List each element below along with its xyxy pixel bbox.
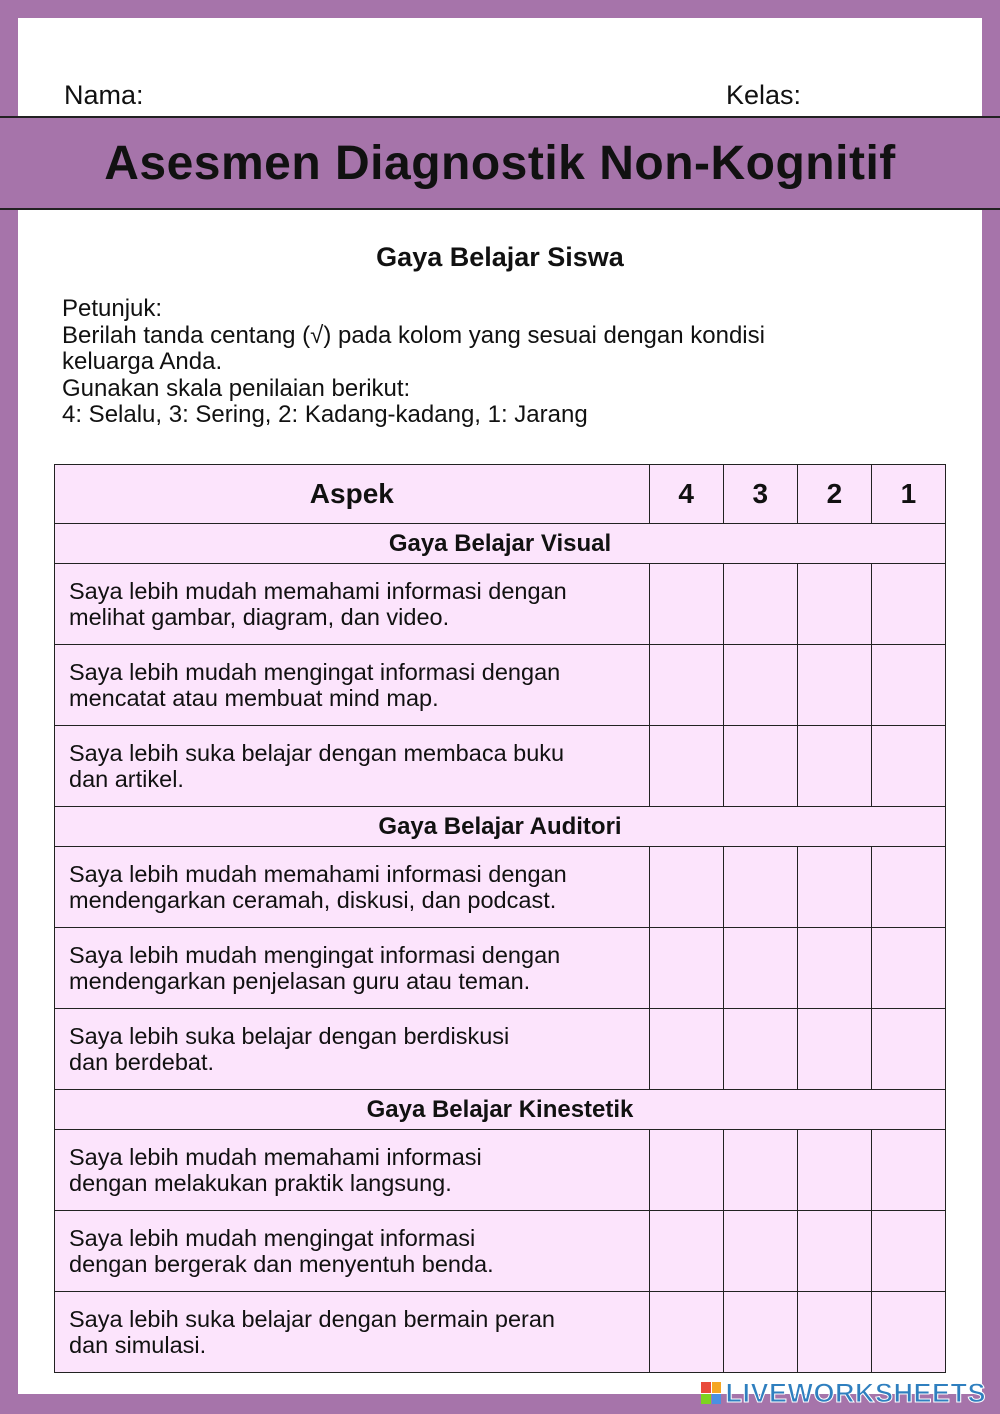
statement-text: Saya lebih mudah mengingat informasi — [69, 1225, 476, 1251]
rating-cell-3[interactable] — [723, 1211, 797, 1292]
instructions-line: Berilah tanda centang (√) pada kolom yang sesuai dengan kondisi — [62, 321, 765, 349]
rating-cell-1[interactable] — [871, 726, 945, 807]
table-row — [55, 726, 946, 807]
rating-cell-2[interactable] — [797, 847, 871, 928]
statement-text: Saya lebih mudah memahami informasi dengan — [69, 861, 567, 887]
column-header-2: 2 — [797, 465, 871, 524]
rating-cell-3[interactable] — [723, 726, 797, 807]
rating-cell-2[interactable] — [797, 928, 871, 1009]
instructions-line: Gunakan skala penilaian berikut: — [62, 374, 411, 402]
worksheet-subtitle: Gaya Belajar Siswa — [376, 242, 624, 272]
instructions — [62, 296, 942, 429]
liveworksheets-logo-icon — [701, 1382, 721, 1404]
page-title: Asesmen Diagnostik Non-Kognitif — [104, 136, 896, 190]
liveworksheets-watermark — [701, 1378, 986, 1408]
rating-cell-3[interactable] — [723, 928, 797, 1009]
rating-scale: 4: Selalu, 3: Sering, 2: Kadang-kadang, 1: Jarang — [62, 401, 588, 428]
rating-cell-4[interactable] — [649, 1009, 723, 1090]
statement-text: Saya lebih suka belajar dengan bermain peran — [69, 1306, 555, 1332]
rating-cell-2[interactable] — [797, 1211, 871, 1292]
rating-cell-2[interactable] — [797, 1130, 871, 1211]
statement-text: Saya lebih mudah memahami informasi — [69, 1144, 482, 1170]
statement-cell — [55, 726, 650, 807]
rating-cell-2[interactable] — [797, 564, 871, 645]
table-row — [55, 564, 946, 645]
column-header-4: 4 — [649, 465, 723, 524]
rating-cell-2[interactable] — [797, 726, 871, 807]
class-field-label: Kelas: — [726, 80, 802, 110]
instructions-line: keluarga Anda. — [62, 348, 223, 375]
statement-text: mendengarkan ceramah, diskusi, dan podcast. — [69, 887, 557, 913]
statement-text: Saya lebih mudah mengingat informasi dengan — [69, 659, 561, 685]
statement-text: Saya lebih suka belajar dengan membaca buku — [69, 740, 565, 766]
assessment-table — [54, 464, 946, 1373]
statement-cell — [55, 1292, 650, 1373]
section-row — [55, 524, 946, 564]
table-body — [55, 524, 946, 1373]
rating-cell-4[interactable] — [649, 1211, 723, 1292]
rating-cell-1[interactable] — [871, 1009, 945, 1090]
rating-cell-1[interactable] — [871, 564, 945, 645]
statement-text: dan berdebat. — [69, 1049, 215, 1075]
statement-cell — [55, 645, 650, 726]
table-row — [55, 1130, 946, 1211]
section-title: Gaya Belajar Kinestetik — [55, 1090, 946, 1130]
rating-cell-1[interactable] — [871, 1292, 945, 1373]
rating-cell-1[interactable] — [871, 928, 945, 1009]
rating-cell-3[interactable] — [723, 645, 797, 726]
table-row — [55, 1009, 946, 1090]
rating-cell-1[interactable] — [871, 645, 945, 726]
table-header-row — [55, 465, 946, 524]
name-field-label: Nama: — [64, 80, 144, 110]
statement-text: mencatat atau membuat mind map. — [69, 685, 439, 711]
table-row — [55, 1292, 946, 1373]
column-header-3: 3 — [723, 465, 797, 524]
statement-cell — [55, 1009, 650, 1090]
rating-cell-3[interactable] — [723, 1009, 797, 1090]
section-title: Gaya Belajar Visual — [55, 524, 946, 564]
column-header-aspek: Aspek — [55, 465, 650, 524]
statement-text: dengan bergerak dan menyentuh benda. — [69, 1251, 494, 1277]
rating-cell-2[interactable] — [797, 1009, 871, 1090]
section-row — [55, 807, 946, 847]
section-title: Gaya Belajar Auditori — [55, 807, 946, 847]
student-info — [18, 18, 982, 116]
instructions-heading: Petunjuk: — [62, 295, 163, 322]
statement-cell — [55, 1211, 650, 1292]
rating-cell-1[interactable] — [871, 1130, 945, 1211]
statement-cell — [55, 564, 650, 645]
rating-cell-1[interactable] — [871, 847, 945, 928]
statement-text: Saya lebih mudah mengingat informasi dengan — [69, 942, 561, 968]
rating-cell-4[interactable] — [649, 1130, 723, 1211]
rating-cell-3[interactable] — [723, 1130, 797, 1211]
table-row — [55, 645, 946, 726]
rating-cell-3[interactable] — [723, 847, 797, 928]
section-row — [55, 1090, 946, 1130]
rating-cell-2[interactable] — [797, 1292, 871, 1373]
rating-cell-4[interactable] — [649, 564, 723, 645]
statement-cell — [55, 928, 650, 1009]
statement-text: Saya lebih suka belajar dengan berdiskusi — [69, 1023, 510, 1049]
statement-text: dengan melakukan praktik langsung. — [69, 1170, 452, 1196]
rating-cell-4[interactable] — [649, 847, 723, 928]
statement-text: melihat gambar, diagram, dan video. — [69, 604, 450, 630]
statement-text: dan simulasi. — [69, 1332, 207, 1358]
table-row — [55, 1211, 946, 1292]
statement-cell — [55, 1130, 650, 1211]
rating-cell-3[interactable] — [723, 564, 797, 645]
rating-cell-3[interactable] — [723, 1292, 797, 1373]
rating-cell-2[interactable] — [797, 645, 871, 726]
rating-cell-4[interactable] — [649, 645, 723, 726]
statement-cell — [55, 847, 650, 928]
column-header-1: 1 — [871, 465, 945, 524]
title-banner — [0, 116, 1000, 210]
table-row — [55, 847, 946, 928]
table-row — [55, 928, 946, 1009]
rating-cell-4[interactable] — [649, 726, 723, 807]
watermark-text: LIVEWORKSHEETS — [725, 1377, 986, 1408]
rating-cell-4[interactable] — [649, 928, 723, 1009]
statement-text: dan artikel. — [69, 766, 184, 792]
statement-text: Saya lebih mudah memahami informasi dengan — [69, 578, 567, 604]
rating-cell-4[interactable] — [649, 1292, 723, 1373]
statement-text: mendengarkan penjelasan guru atau teman. — [69, 968, 531, 994]
rating-cell-1[interactable] — [871, 1211, 945, 1292]
